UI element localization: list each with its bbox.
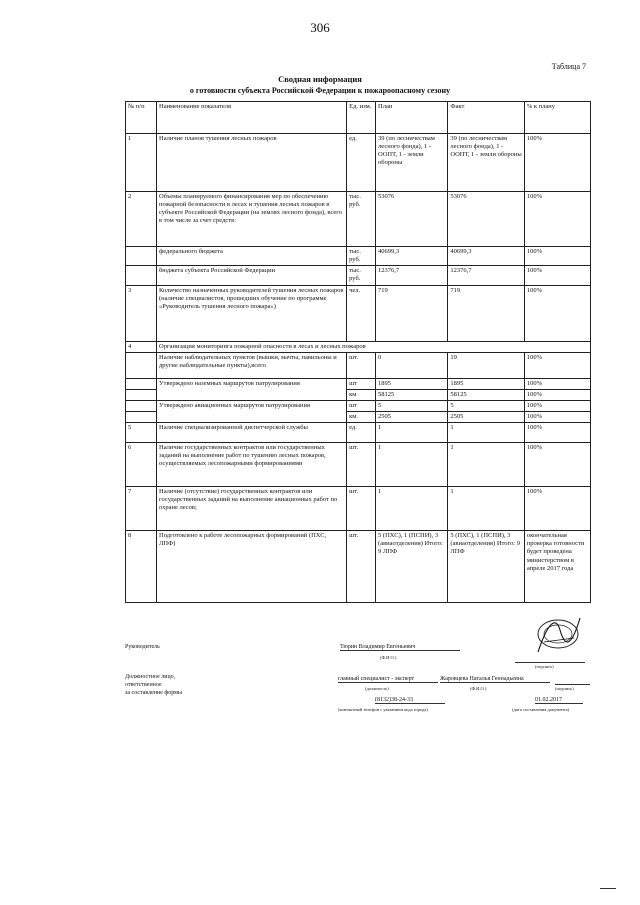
phone-caption: (контактный телефон с указанием кода города) bbox=[338, 707, 428, 712]
responsible-label-3: за составление формы bbox=[125, 690, 182, 696]
table-row bbox=[126, 400, 591, 411]
row-num: 1 bbox=[126, 134, 157, 192]
row-percent: 100% bbox=[524, 412, 590, 423]
row-unit: тыс. руб. bbox=[347, 192, 376, 247]
table-row bbox=[126, 487, 591, 531]
document-subtitle: о готовности субъекта Российской Федерации к пожароопасному сезону bbox=[189, 86, 451, 95]
responsible-sign-caption: (подпись) bbox=[555, 686, 574, 691]
row-num bbox=[126, 378, 157, 389]
page-corner-mark bbox=[600, 888, 616, 889]
responsible-signature-line bbox=[555, 684, 590, 685]
row-unit: шт. bbox=[347, 352, 376, 378]
row-percent: 100% bbox=[524, 378, 590, 389]
row-num: 3 bbox=[126, 285, 157, 341]
head-sign-caption: (подпись) bbox=[535, 664, 554, 669]
row-plan: 1 bbox=[376, 487, 448, 531]
row-fact: 12376,7 bbox=[448, 266, 524, 285]
responsible-label-1: Должностное лицо, bbox=[125, 674, 176, 680]
row-unit: км bbox=[347, 389, 376, 400]
responsible-label-2: ответственное bbox=[125, 682, 162, 688]
row-fact: 719 bbox=[448, 285, 524, 341]
row-fact: 19 bbox=[448, 352, 524, 378]
row-name: Утверждено наземных маршрутов патрулирования bbox=[157, 378, 347, 400]
row-plan: 0 bbox=[376, 352, 448, 378]
row-unit: чел. bbox=[347, 285, 376, 341]
table-row bbox=[126, 423, 591, 443]
row-percent: 100% bbox=[524, 192, 590, 247]
date-caption: (дата составления документа) bbox=[512, 707, 570, 712]
row-name: Подготовлено к работе лесопожарных формирований (ПХС, ЛПФ) bbox=[157, 531, 347, 603]
row-name: федерального бюджета bbox=[157, 247, 347, 266]
row-fact: 39 (по лесничествам лесного фонда), 1 - ООПТ, 1 - земли обороны bbox=[448, 134, 524, 192]
table-row bbox=[126, 378, 591, 389]
phone-number: (8132)38-24-33 bbox=[375, 697, 445, 704]
row-plan: 1 bbox=[376, 443, 448, 487]
row-percent: 100% bbox=[524, 423, 590, 443]
row-percent: окончательная проверка готовности будет проведена министерством в апреле 2017 года bbox=[524, 531, 590, 603]
table-row bbox=[126, 443, 591, 487]
responsible-position: главный специалист - эксперт bbox=[338, 676, 438, 683]
row-name: Объемы планируемого финансирования мер по обеспечению пожарной безопасности в лесах и тушения лесных пожаров в субъекте Российской Федерации (на землях лесного фонда), всего в том числе за счет средств: bbox=[157, 192, 347, 247]
table-row bbox=[126, 285, 591, 341]
row-percent: 100% bbox=[524, 400, 590, 411]
row-name: бюджета субъекта Российской Федерации bbox=[157, 266, 347, 285]
header-unit: Ед. изм. bbox=[347, 102, 376, 134]
row-name: Наличие планов тушения лесных пожаров bbox=[157, 134, 347, 192]
row-num: 7 bbox=[126, 487, 157, 531]
row-fact: 40699,3 bbox=[448, 247, 524, 266]
table-header-row bbox=[126, 102, 591, 134]
row-plan: 39 (по лесничествам лесного фонда), 1 - ООПТ, 1 - земли обороны bbox=[376, 134, 448, 192]
document-title: Сводная информация bbox=[278, 74, 362, 84]
row-name: Организация мониторинга пожарной опасности в лесах и лесных пожаров bbox=[157, 341, 591, 352]
row-num bbox=[126, 266, 157, 285]
row-plan: 5 bbox=[376, 400, 448, 411]
row-plan: 12376,7 bbox=[376, 266, 448, 285]
row-percent: 100% bbox=[524, 285, 590, 341]
row-fact: 5 bbox=[448, 400, 524, 411]
row-plan: 58125 bbox=[376, 389, 448, 400]
row-percent: 100% bbox=[524, 352, 590, 378]
table-row bbox=[126, 531, 591, 603]
head-label: Руководитель bbox=[125, 644, 160, 650]
row-name: Наличие специализированной диспетчерской службы bbox=[157, 423, 347, 443]
row-num bbox=[126, 412, 157, 423]
row-plan: 1895 bbox=[376, 378, 448, 389]
row-num bbox=[126, 247, 157, 266]
row-plan: 5 (ПХС), 1 (ПСПИ), 3 (авиаотделения) Итого: 9 ЛПФ bbox=[376, 531, 448, 603]
signature-stamp bbox=[530, 612, 586, 660]
responsible-fio-caption: (Ф.И.О.) bbox=[470, 686, 487, 691]
row-fact: 1 bbox=[448, 423, 524, 443]
row-unit: шт bbox=[347, 378, 376, 389]
row-unit: ед. bbox=[347, 134, 376, 192]
row-name: Наличие (отсутствие) государственных контрактов или государственных заданий на выполнение авиационных работ по охране лесов; bbox=[157, 487, 347, 531]
row-percent: 100% bbox=[524, 247, 590, 266]
table-label: Таблица 7 bbox=[551, 62, 586, 71]
page-number: 306 bbox=[310, 20, 330, 35]
row-plan: 2505 bbox=[376, 412, 448, 423]
header-plan: План bbox=[376, 102, 448, 134]
table-section-row bbox=[126, 341, 591, 352]
head-fio-caption: (Ф.И.О.) bbox=[380, 655, 397, 660]
responsible-position-caption: (должность) bbox=[365, 686, 389, 691]
row-unit: шт bbox=[347, 400, 376, 411]
responsible-name: Жаровцева Наталья Геннадьевна bbox=[440, 676, 550, 683]
row-percent: 100% bbox=[524, 134, 590, 192]
row-plan: 719 bbox=[376, 285, 448, 341]
row-num: 4 bbox=[126, 341, 157, 352]
row-fact: 1895 bbox=[448, 378, 524, 389]
row-unit: тыс. руб. bbox=[347, 247, 376, 266]
table-row bbox=[126, 192, 591, 247]
header-num: № п/п bbox=[126, 102, 157, 134]
row-num: 8 bbox=[126, 531, 157, 603]
table-row bbox=[126, 266, 591, 285]
header-percent: % к плану bbox=[524, 102, 590, 134]
row-num bbox=[126, 389, 157, 400]
row-num bbox=[126, 352, 157, 378]
row-name: Количество назначенных руководителей тушения лесных пожаров (наличие специалистов, прошедших обучение по программе «Руководитель тушения лесного пожара») bbox=[157, 285, 347, 341]
header-name: Наименование показателя bbox=[157, 102, 347, 134]
header-fact: Факт bbox=[448, 102, 524, 134]
row-unit: шт. bbox=[347, 443, 376, 487]
row-percent: 100% bbox=[524, 266, 590, 285]
row-name: Наличие государственных контрактов или государственных заданий на выполнение работ по тушению лесных пожаров, осуществляемых лесопожарными формированиями bbox=[157, 443, 347, 487]
row-fact: 1 bbox=[448, 443, 524, 487]
row-fact: 58125 bbox=[448, 389, 524, 400]
row-unit: шт. bbox=[347, 487, 376, 531]
head-signature-line bbox=[515, 662, 585, 663]
row-plan: 1 bbox=[376, 423, 448, 443]
row-plan: 40699,3 bbox=[376, 247, 448, 266]
row-name: Наличие наблюдательных пунктов (вышки, мачты, павильоны и другие наблюдательные пункты),всего bbox=[157, 352, 347, 378]
row-num bbox=[126, 400, 157, 411]
row-fact: 5 (ПХС), 1 (ПСПИ), 3 (авиаотделения) Итого: 9 ЛПФ bbox=[448, 531, 524, 603]
row-percent: 100% bbox=[524, 389, 590, 400]
head-name: Тюрин Владимир Евгеньевич bbox=[340, 644, 460, 651]
document-date: 01.02.2017 bbox=[535, 697, 583, 704]
row-unit: км. bbox=[347, 412, 376, 423]
row-name: Утверждено авиационных маршрутов патрулирования bbox=[157, 400, 347, 422]
row-fact: 1 bbox=[448, 487, 524, 531]
table-row bbox=[126, 352, 591, 378]
row-unit: шт. bbox=[347, 531, 376, 603]
row-num: 6 bbox=[126, 443, 157, 487]
row-unit: тыс. руб. bbox=[347, 266, 376, 285]
row-plan: 53076 bbox=[376, 192, 448, 247]
row-unit: ед. bbox=[347, 423, 376, 443]
row-percent: 100% bbox=[524, 443, 590, 487]
row-percent: 100% bbox=[524, 487, 590, 531]
row-num: 5 bbox=[126, 423, 157, 443]
readiness-table bbox=[125, 101, 591, 603]
row-fact: 2505 bbox=[448, 412, 524, 423]
table-row bbox=[126, 134, 591, 192]
row-num: 2 bbox=[126, 192, 157, 247]
row-fact: 53076 bbox=[448, 192, 524, 247]
table-row bbox=[126, 247, 591, 266]
